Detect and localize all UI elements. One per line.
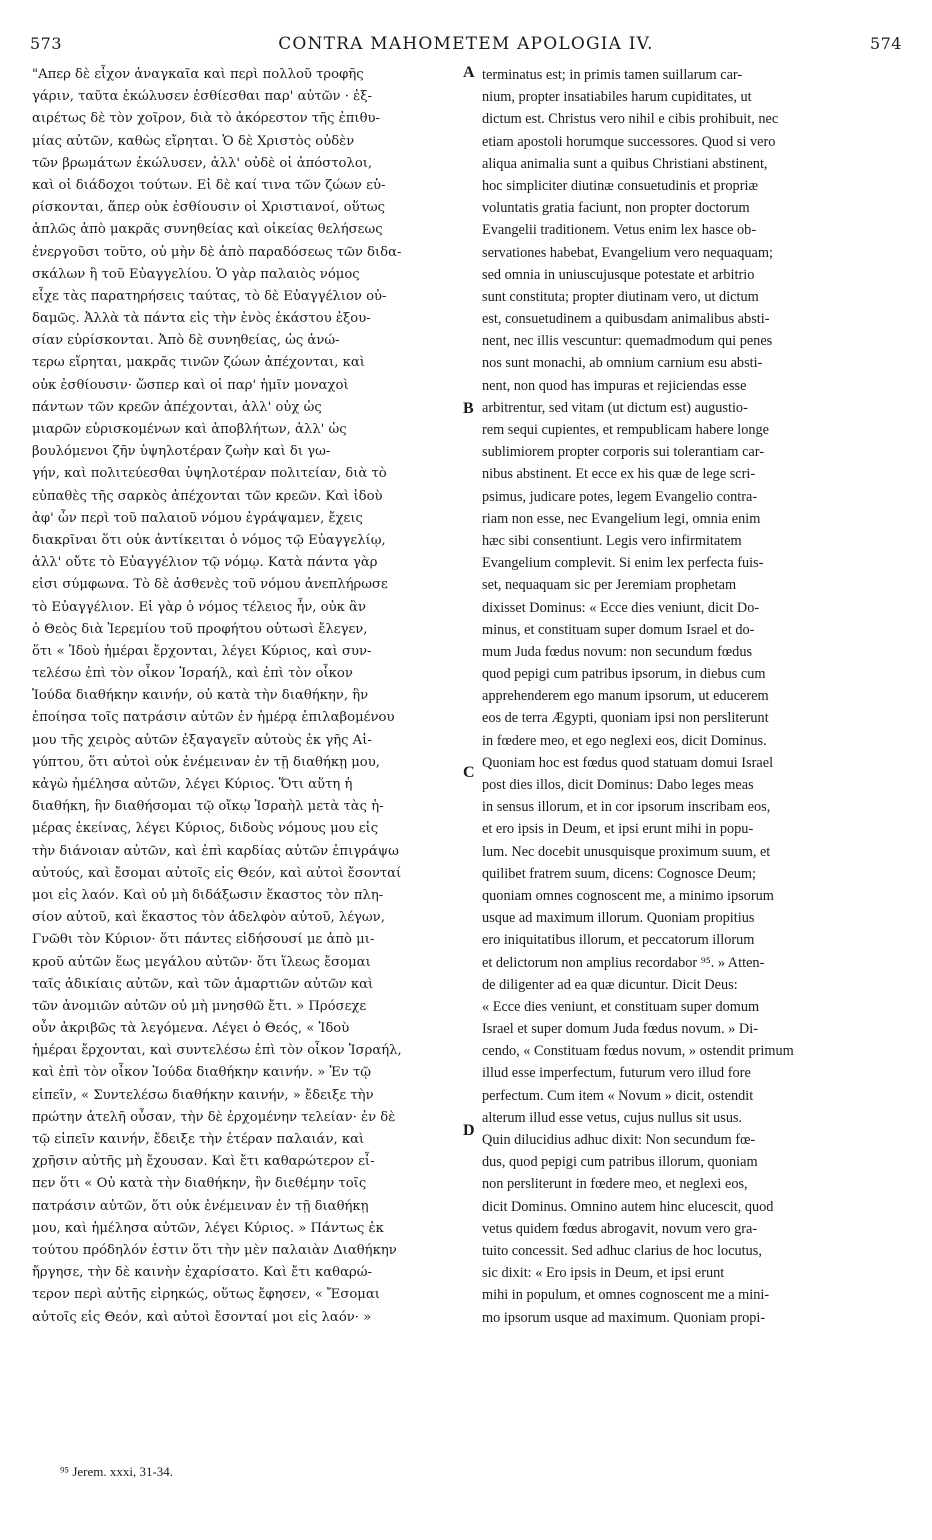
latin-text-line: nent, nec illis vescuntur: quemadmodum qui penes [482,333,773,350]
greek-text-line: ἐνεργοῦσι τοῦτο, οὐ μὴν δὲ ἀπὸ παραδόσεως τῶν διδα- [32,244,402,260]
greek-text-line: πεν ὅτι « Οὐ κατὰ τὴν διαθήκην, ἣν διεθέμην τοῖς [32,1176,367,1192]
section-markers [460,64,482,1264]
greek-text-line: τῶν βρωμάτων ἐκώλυσεν, ἀλλ' οὐδὲ οἱ ἀπόστολοι, [32,155,373,171]
latin-text-line: dus, quod pepigi cum patribus illorum, quoniam [482,1154,758,1171]
greek-text-line: εὐπαθὲς τῆς σαρκὸς ἀπέχονται τῶν κρεῶν. Καὶ ἰδοὺ [32,488,383,504]
greek-text-line: Γνῶθι τὸν Κύριον· ὅτι πάντες εἰδήσουσί με ἀπὸ μι- [32,932,375,948]
latin-text-line: Quoniam hoc est fœdus quod statuam domui Israel [482,754,774,771]
latin-text-line: Quin dilucidius adhuc dixit: Non secundum fœ- [482,1132,756,1148]
latin-text-line: mo ipsorum usque ad maximum. Quoniam propi- [482,1309,766,1326]
latin-text-line: arbitrentur, sed vitam (ut dictum est) augustio- [482,399,748,416]
greek-text-line: γάριν, ταῦτα ἐκώλυσεν ἐσθίεσθαι παρ' αὐτῶν · ἐξ- [32,89,372,105]
greek-text-line: τὴν διάνοιαν αὐτῶν, καὶ ἐπὶ καρδίας αὐτῶν ἐπιγράψω [32,843,399,859]
left-page-number: 573 [30,34,63,53]
latin-text-line: lum. Nec docebit unusquisque proximum suum, et [482,843,771,860]
greek-text-line: μιαρῶν εὑρισκομένων καὶ ἀποβλήτων, ἀλλ' ὡς [32,422,347,437]
section-marker-b: B [463,400,474,417]
greek-text-line: εἰπεῖν, « Συντελέσω διαθήκην καινήν, » ἔδειξε τὴν [32,1087,374,1103]
section-marker-d: D [463,1122,475,1139]
greek-text-line: τελέσω ἐπὶ τὸν οἶκον Ἰσραήλ, καὶ ἐπὶ τὸν οἶκον [32,666,353,682]
latin-text-line: « Ecce dies veniunt, et constituam super domum [482,998,760,1015]
greek-text-line: ὁ Θεὸς διὰ Ἱερεμίου τοῦ προφήτου οὑτωσὶ ἔλεγεν, [32,621,368,637]
greek-text-line: τούτου πρόδηλόν ἐστιν ὅτι τὴν μὲν παλαιὰν Διαθήκην [32,1242,397,1258]
greek-text-line: τῶν ἀνομιῶν αὐτῶν οὐ μὴ μνησθῶ ἔτι. » Πρόσεχε [32,998,367,1014]
greek-text-line: ρίσκονται, ἅπερ οὐκ ἐσθίουσιν οἱ Χριστιανοί, οὕτως [32,200,386,216]
greek-text-line: μοι εἰς λαόν. Καὶ οὐ μὴ διδάξωσιν ἕκαστος τὸν πλη- [32,887,384,903]
latin-text-line: psimus, judicare potes, legem Evangelio contra- [482,488,758,505]
greek-text-line: μέρας ἐκείνας, λέγει Κύριος, διδοὺς νόμους μου εἰς [32,821,379,837]
greek-text-line: πρώτην ἀτελῆ οὖσαν, τὴν δὲ ἐρχομένην τελείαν· ἐν δὲ [32,1109,396,1125]
greek-text-line: βουλόμενοι ζῆν ὑψηλοτέραν ζωὴν καὶ δι γω- [32,444,331,460]
greek-text-line: "Απερ δὲ εἶχον ἀναγκαῖα καὶ περὶ πολλοῦ τροφῆς [32,67,364,82]
latin-text-line: mum Juda fœdus novum: non secundum fœdus [482,643,753,660]
latin-text-line: quoniam omnes cognoscent me, a minimo ipsorum [482,887,774,904]
latin-text-line: apprehenderem ego manum ipsorum, ut educerem [482,688,769,705]
greek-text-line: μου τῆς χειρὸς αὐτῶν ἐξαγαγεῖν αὐτοὺς ἐκ γῆς Αἰ- [32,732,372,748]
running-title: CONTRA MAHOMETEM APOLOGIA IV. [278,34,654,54]
greek-text-line: πατράσιν αὐτῶν, ὅτι οὐκ ἐνέμειναν ἐν τῇ διαθήκῃ [32,1198,369,1214]
latin-text-line: nium, propter insatiabiles harum cupiditates, ut [482,89,752,106]
greek-text-line: δαμῶς. Ἀλλὰ τὰ πάντα εἰς τὴν ἑνὸς ἑκάστου ἐξου- [32,311,371,327]
latin-text-line: de diligenter ad ea quæ dicuntur. Dicit Deus: [482,976,738,993]
greek-text-line: χρῆσιν αὐτῆς μὴ ἔχουσαν. Καὶ ἔτι καθαρώτερον εἶ- [32,1154,375,1170]
greek-text-line: σκάλων ἢ τοῦ Εὐαγγελίου. Ὁ γὰρ παλαιὸς νόμος [32,266,360,282]
greek-text-line: καὶ οἱ διάδοχοι τούτων. Εἰ δὲ καί τινα τῶν ζώων εὑ- [32,177,386,193]
greek-text-line: αὐτοῖς εἰς Θεόν, καὶ αὐτοὶ ἔσονταί μοι εἰς λαόν· » [32,1309,372,1325]
latin-text-line: vetus quidem fœdus abrogavit, novum vero gra- [482,1220,758,1237]
latin-text-line: aliqua animalia sunt a quibus Christiani abstinent, [482,155,768,172]
greek-text-line: ἁπλῶς ἀπὸ μακρᾶς συνηθείας καὶ οἰκείας θελήσεως [32,222,383,238]
greek-text-line: τὸ Εὐαγγέλιον. Εἰ γὰρ ὁ νόμος τέλειος ἦν, οὐκ ἂν [32,599,366,615]
latin-text-line: Evangelii traditionem. Vetus enim lex hasce ob- [482,222,757,239]
greek-text-line: ἡμέραι ἔρχονται, καὶ συντελέσω ἐπὶ τὸν οἶκον Ἰσραήλ, [32,1043,402,1059]
greek-text-line: ἐποίησα τοῖς πατράσιν αὐτῶν ἐν ἡμέρᾳ ἐπιλαβομένου [32,710,395,726]
greek-text-line: τῷ εἰπεῖν καινήν, ἔδειξε τὴν ἑτέραν παλαιάν, καὶ [32,1132,365,1147]
greek-text-line: σίον αὐτοῦ, καὶ ἕκαστος τὸν ἀδελφὸν αὐτοῦ, λέγων, [32,910,385,926]
latin-text-line: rem sequi cupientes, et rempublicam habere longe [482,422,770,438]
latin-text-line: Israel et super domum Juda fœdus novum. » Di- [482,1021,758,1038]
greek-text-line: αὐτούς, καὶ ἔσομαι αὐτοῖς εἰς Θεόν, καὶ αὐτοὶ ἔσονταί [32,865,402,881]
latin-text-line: dicit Dominus. Omnino autem hinc elucescit, quod [482,1198,774,1215]
greek-text-line: εἰσι σύμφωνα. Τὸ δὲ ἀσθενὲς τοῦ νόμου ἀνεπλήρωσε [32,577,388,593]
latin-text-line: nos sunt monachi, ab omnium carnium esu absti- [482,355,763,372]
greek-text-line: ὅτι « Ἰδοὺ ἡμέραι ἔρχονται, λέγει Κύριος, καὶ συν- [32,643,372,659]
latin-text-line: nibus abstinent. Et ecce ex his quæ de lege scri- [482,466,756,483]
greek-column [32,64,460,1329]
latin-text-line: sic dixit: « Ero ipsis in Deum, et ipsi erunt [482,1265,725,1282]
greek-text-line: διακρῖναι ὅτι οὐκ ἀντίκειται ὁ νόμος τῷ Εὐαγγελίῳ, [32,532,386,548]
latin-text-line: perfectum. Cum item « Novum » dicit, ostendit [482,1087,754,1104]
latin-text-line: et ero ipsis in Deum, et ipsi erunt mihi in popu- [482,821,754,838]
greek-text-line: εἶχε τὰς παρατηρήσεις ταύτας, τὸ δὲ Εὐαγγέλιον οὐ- [32,288,387,304]
latin-text-line: mihi in populum, et omnes cognoscent me a mini- [482,1287,770,1304]
latin-text-line: terminatus est; in primis tamen suillarum car- [482,67,743,83]
greek-text-line: Ἰούδα διαθήκην καινήν, οὐ κατὰ τὴν διαθήκην, ἣν [32,688,369,704]
latin-text-line: minus, et constituam super domum Israel et do- [482,621,755,638]
greek-text-line: ἤργησε, τὴν δὲ καινὴν ἐχαρίσατο. Καὶ ἔτι καθαρώ- [32,1265,372,1281]
latin-text-line: cendo, « Constituam fœdus novum, » ostendit primum [482,1043,794,1060]
greek-text-line: αιρέτως δὲ τὸν χοῖρον, διὰ τὸ ἀκόρεστον τῆς ἐπιθυ- [32,111,380,127]
greek-text-line: μίας αὐτῶν, καθὼς εἴρηται. Ὁ δὲ Χριστὸς οὐδὲν [32,133,355,149]
latin-text-line: Evangelium complevit. Si enim lex perfecta fuis- [482,555,764,572]
greek-text-line: ἀφ' ὧν περὶ τοῦ παλαιοῦ νόμου ἐγράψαμεν, ἔχεις [32,510,363,526]
section-marker-a: A [463,64,475,81]
latin-text-line: dictum est. Christus vero nihil e cibis prohibuit, nec [482,111,779,128]
greek-text-line: ταῖς ἀδικίαις αὐτῶν, καὶ τῶν ἁμαρτιῶν αὐτῶν καὶ [32,976,374,992]
latin-text-line: est, consuetudinem a quibusdam animalibus absti- [482,311,770,328]
page-header [30,34,902,60]
greek-text-line: οὐκ ἐσθίουσιν· ὥσπερ καὶ οἱ παρ' ἡμῖν μοναχοὶ [32,377,349,393]
latin-text-line: ero iniquitatibus illorum, et peccatorum illorum [482,932,755,949]
greek-text-line: πάντων τῶν κρεῶν ἀπέχονται, ἀλλ' οὐχ ὡς [32,399,322,415]
latin-text-line: servationes habebat, Evangelium vero nequaquam; [482,244,773,261]
latin-text-line: etiam apostoli horumque successores. Quod si vero [482,133,776,150]
footnote: ⁹⁵ Jerem. xxxi, 31-34. [60,1464,174,1479]
latin-text-line: sed omnia in uniuscujusque potestate et arbitrio [482,266,755,283]
latin-text-line: voluntatis gratia faciunt, non propter doctorum [482,200,750,217]
latin-text-line: eos de terra Ægypti, quoniam ipsi non persliterunt [482,710,769,727]
greek-text-line: καὶ ἐπὶ τὸν οἶκον Ἰούδα διαθήκην καινήν. » Ἐν τῷ [32,1065,372,1081]
greek-text-line: γήν, καὶ πολιτεύεσθαι ὑψηλοτέραν πολιτείαν, διὰ τὸ [32,466,387,482]
greek-text-line: γύπτου, ὅτι αὐτοὶ οὐκ ἐνέμειναν ἐν τῇ διαθήκῃ μου, [32,754,380,770]
latin-text-line: usque ad maximum illorum. Quoniam propitius [482,910,755,927]
greek-text-line: τερω εἴρηται, μακρᾶς τινῶν ζώων ἀπέχονται, καὶ [32,355,365,371]
greek-text-line: κἀγὼ ἠμέλησα αὐτῶν, λέγει Κύριος. Ὅτι αὕτη ἡ [32,777,353,792]
latin-text-line: nent, non quod has impuras et rejiciendas esse [482,377,747,394]
latin-text-line: set, nequaquam sic per Jeremiam prophetam [482,577,737,594]
latin-text-line: quilibet fratrem suum, dicens: Cognosce Deum; [482,865,756,882]
latin-text-line: dixisset Dominus: « Ecce dies veniunt, dicit Do- [482,599,760,616]
section-marker-c: C [463,764,475,781]
greek-text-line: μου, καὶ ἠμέλησα αὐτῶν, λέγει Κύριος. » Πάντως ἐκ [32,1220,384,1236]
latin-text-line: quod pepigi cum patribus ipsorum, in diebus cum [482,666,766,683]
latin-text-line: hoc simpliciter diutinæ consuetudinis et propriæ [482,177,758,194]
latin-text-line: alterum illud esse vetus, cujus nullus sit usus. [482,1109,743,1126]
latin-column [482,64,892,1329]
greek-text-line: τερον περὶ αὐτῆς εἰρηκώς, οὕτως ἔφησεν, « Ἔσομαι [32,1287,380,1303]
latin-text-line: post dies illos, dicit Dominus: Dabo leges meas [482,777,754,793]
latin-text-line: tuito concessit. Sed adhuc clarius de hoc locutus, [482,1242,762,1259]
latin-text-line: hæc sibi consentiunt. Legis vero infirmitatem [482,532,742,549]
latin-text-line: non persliterunt in fœdere meo, et neglexi eos, [482,1176,748,1193]
right-page-number: 574 [869,34,902,53]
latin-text-line: illud esse imperfectum, futurum vero illud fore [482,1065,751,1082]
greek-text-line: οὖν ἀκριβῶς τὰ λεγόμενα. Λέγει ὁ Θεός, « Ἰδοὺ [32,1021,350,1037]
greek-text-line: σίαν εὑρίσκονται. Ἀπὸ δὲ συνηθείας, ὡς ἀνώ- [32,333,340,349]
latin-text-line: riam non esse, nec Evangelium legi, omnia enim [482,510,761,527]
greek-text-line: ἀλλ' οὔτε τὸ Εὐαγγέλιον τῷ νόμῳ. Κατὰ πάντα γὰρ [32,555,378,571]
latin-text-line: in sensus illorum, et in cor ipsorum inscribam eos, [482,799,771,816]
latin-text-line: sunt constituta; propter diutinam vero, ut dictum [482,288,759,305]
greek-text-line: κροῦ αὐτῶν ἕως μεγάλου αὐτῶν· ὅτι ἵλεως ἔσομαι [32,954,371,970]
latin-text-line: sublimiorem propter corporis sui tolerantiam car- [482,444,764,461]
latin-text-line: in fœdere meo, et ego neglexi eos, dicit Dominus. [482,732,767,749]
latin-text-line: et delictorum non amplius recordabor ⁹⁵. » Atten- [482,954,765,971]
greek-text-line: διαθήκη, ἣν διαθήσομαι τῷ οἴκῳ Ἰσραὴλ μετὰ τὰς ἡ- [32,799,384,815]
